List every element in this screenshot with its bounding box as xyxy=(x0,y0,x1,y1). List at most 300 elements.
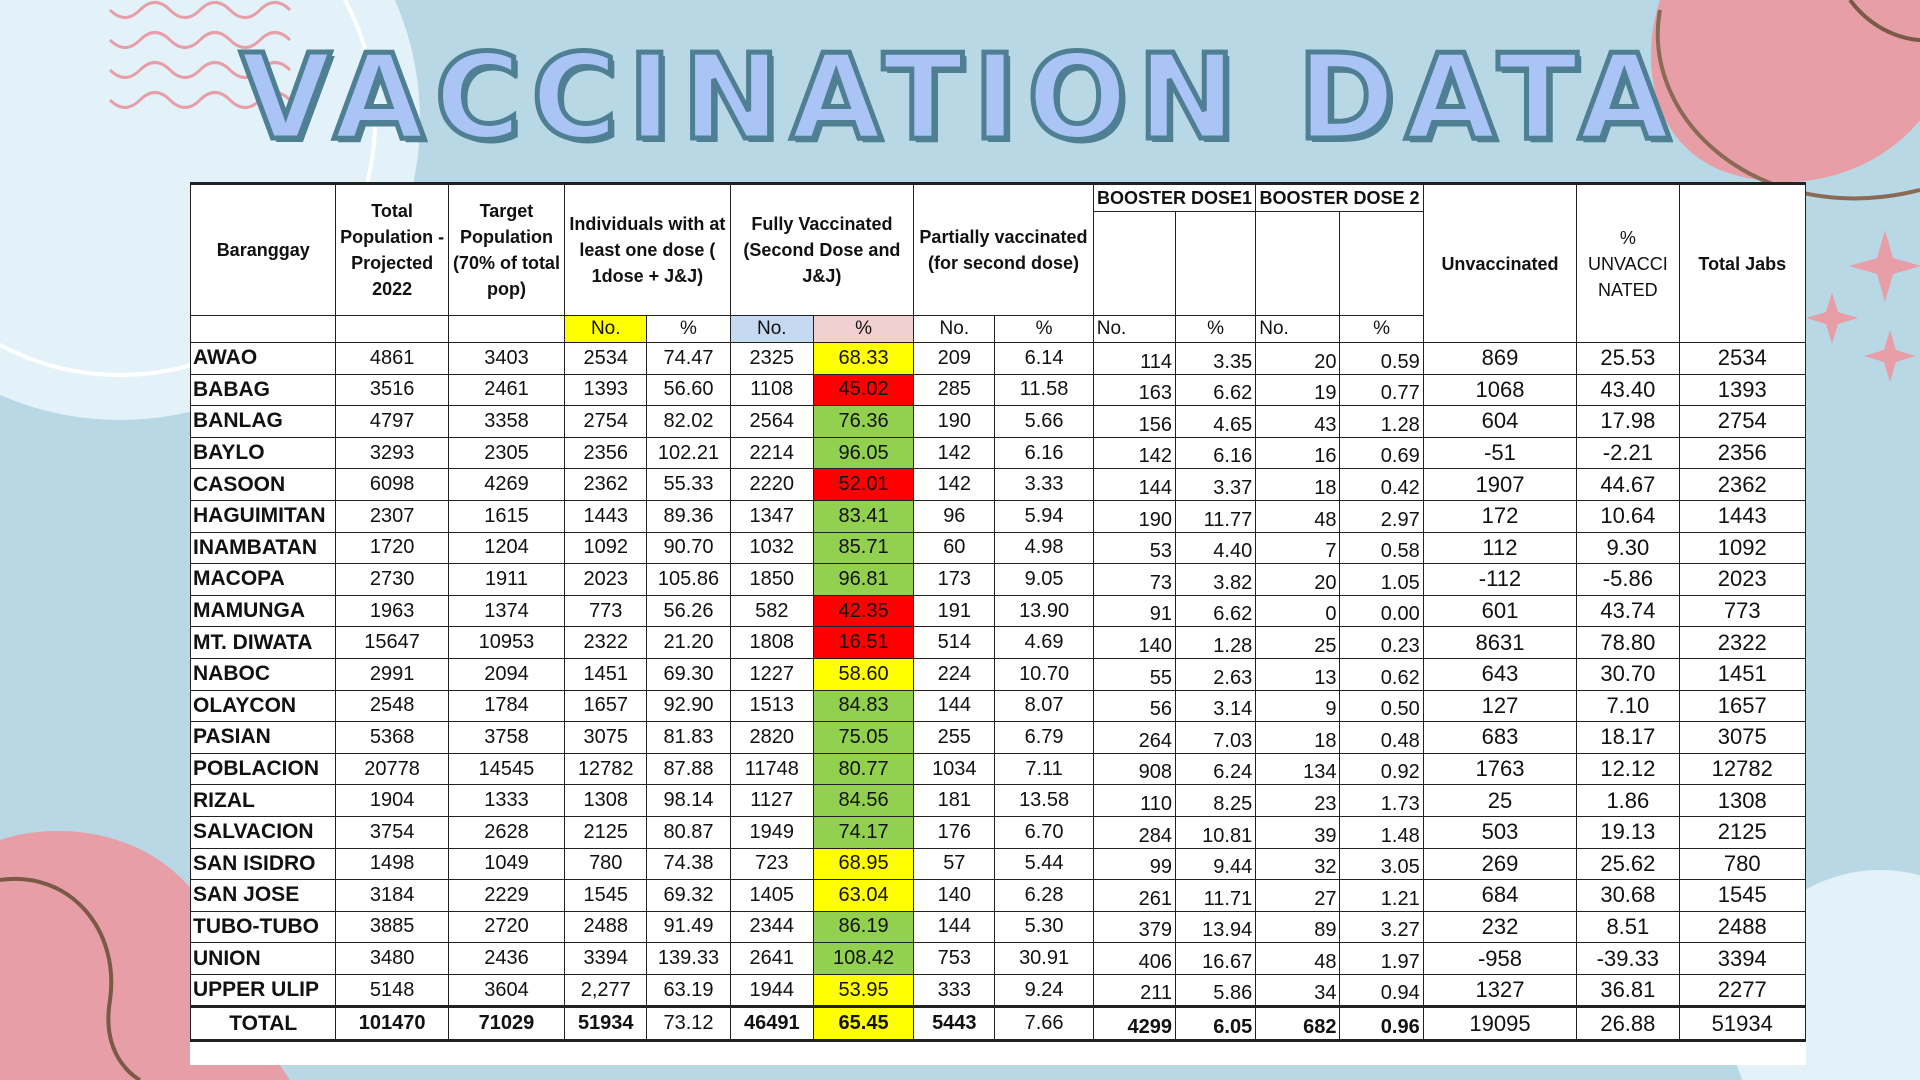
cell-b2-pct: 0.77 xyxy=(1340,374,1423,406)
cell-target: 3358 xyxy=(448,406,564,438)
cell-one-pct: 21.20 xyxy=(647,627,730,659)
cell-target: 4269 xyxy=(448,469,564,501)
cell-one-pct: 80.87 xyxy=(647,816,730,848)
cell-one-no: 2322 xyxy=(565,627,647,659)
cell-total: 4797 xyxy=(336,406,448,438)
cell-jabs: 780 xyxy=(1679,848,1805,880)
header-target-spacer xyxy=(448,316,564,343)
cell-b2-pct: 1.05 xyxy=(1340,564,1423,596)
cell-one-pct: 98.14 xyxy=(647,785,730,817)
cell-one-no: 12782 xyxy=(565,753,647,785)
cell-b2-pct: 0.23 xyxy=(1340,627,1423,659)
cell-unvac-pct: 12.12 xyxy=(1577,753,1679,785)
cell-part-pct: 3.33 xyxy=(995,469,1093,501)
cell-total: 3885 xyxy=(336,911,448,943)
table-row xyxy=(191,437,1806,469)
cell-full-pct: 76.36 xyxy=(813,406,913,438)
cell-one-pct: 73.12 xyxy=(647,1007,730,1041)
cell-total: 2730 xyxy=(336,564,448,596)
cell-jabs: 1308 xyxy=(1679,785,1805,817)
cell-part-pct: 6.70 xyxy=(995,816,1093,848)
page-title: VACCINATION DATA xyxy=(240,28,1680,166)
cell-full-pct: 108.42 xyxy=(813,943,913,975)
cell-one-pct: 74.47 xyxy=(647,343,730,375)
cell-jabs: 2023 xyxy=(1679,564,1805,596)
cell-unvac-pct: 25.53 xyxy=(1577,343,1679,375)
cell-one-pct: 56.60 xyxy=(647,374,730,406)
cell-b2-pct: 1.48 xyxy=(1340,816,1423,848)
cell-full-no: 1949 xyxy=(730,816,813,848)
cell-b2-no: 0 xyxy=(1256,595,1340,627)
cell-part-pct: 7.11 xyxy=(995,753,1093,785)
cell-part-pct: 9.24 xyxy=(995,974,1093,1007)
cell-target: 2461 xyxy=(448,374,564,406)
cell-b1-pct: 6.62 xyxy=(1176,374,1256,406)
cell-b1-pct: 9.44 xyxy=(1176,848,1256,880)
cell-b2-pct: 1.97 xyxy=(1340,943,1423,975)
table-row xyxy=(191,753,1806,785)
cell-part-pct: 5.44 xyxy=(995,848,1093,880)
cell-total: 15647 xyxy=(336,627,448,659)
header-barangay-spacer xyxy=(191,316,336,343)
cell-b2-pct: 0.50 xyxy=(1340,690,1423,722)
cell-part-no: 753 xyxy=(914,943,995,975)
cell-part-no: 514 xyxy=(914,627,995,659)
cell-one-no: 2023 xyxy=(565,564,647,596)
cell-target: 1333 xyxy=(448,785,564,817)
cell-b1-pct: 10.81 xyxy=(1176,816,1256,848)
cell-jabs: 12782 xyxy=(1679,753,1805,785)
cell-part-pct: 7.66 xyxy=(995,1007,1093,1041)
cell-b2-no: 20 xyxy=(1256,343,1340,375)
cell-one-no: 1393 xyxy=(565,374,647,406)
cell-one-no: 1657 xyxy=(565,690,647,722)
cell-full-no: 11748 xyxy=(730,753,813,785)
cell-full-pct: 96.05 xyxy=(813,437,913,469)
cell-b1-pct: 16.67 xyxy=(1176,943,1256,975)
table-row xyxy=(191,943,1806,975)
cell-b1-pct: 4.40 xyxy=(1176,532,1256,564)
cell-b1-no: 211 xyxy=(1093,974,1175,1007)
cell-unvac: 232 xyxy=(1423,911,1576,943)
cell-unvac-pct: 7.10 xyxy=(1577,690,1679,722)
cell-b1-pct: 3.37 xyxy=(1176,469,1256,501)
cell-unvac-pct: 44.67 xyxy=(1577,469,1679,501)
subheader-b1-no: No. xyxy=(1093,316,1175,343)
cell-target: 2305 xyxy=(448,437,564,469)
cell-full-pct: 68.95 xyxy=(813,848,913,880)
cell-one-no: 1443 xyxy=(565,500,647,532)
table-row xyxy=(191,532,1806,564)
cell-one-no: 2125 xyxy=(565,816,647,848)
cell-part-pct: 6.28 xyxy=(995,880,1093,912)
cell-b2-pct: 0.92 xyxy=(1340,753,1423,785)
cell-part-pct: 4.98 xyxy=(995,532,1093,564)
cell-unvac-pct: 18.17 xyxy=(1577,722,1679,754)
cell-target: 3758 xyxy=(448,722,564,754)
cell-b2-no: 9 xyxy=(1256,690,1340,722)
cell-b1-no: 190 xyxy=(1093,500,1175,532)
cell-name: INAMBATAN xyxy=(191,532,336,564)
cell-b1-no: 55 xyxy=(1093,658,1175,690)
cell-unvac-pct: 10.64 xyxy=(1577,500,1679,532)
cell-b2-no: 20 xyxy=(1256,564,1340,596)
cell-total: 1498 xyxy=(336,848,448,880)
cell-target: 1374 xyxy=(448,595,564,627)
cell-unvac-pct: 36.81 xyxy=(1577,974,1679,1007)
cell-part-no: 285 xyxy=(914,374,995,406)
cell-name: AWAO xyxy=(191,343,336,375)
cell-full-pct: 42.35 xyxy=(813,595,913,627)
cell-part-pct: 9.05 xyxy=(995,564,1093,596)
cell-part-pct: 6.14 xyxy=(995,343,1093,375)
cell-jabs: 1451 xyxy=(1679,658,1805,690)
cell-b2-pct: 0.42 xyxy=(1340,469,1423,501)
cell-jabs: 2488 xyxy=(1679,911,1805,943)
cell-b1-no: 163 xyxy=(1093,374,1175,406)
cell-b2-pct: 3.05 xyxy=(1340,848,1423,880)
cell-unvac: 127 xyxy=(1423,690,1576,722)
cell-b1-no: 261 xyxy=(1093,880,1175,912)
cell-name: RIZAL xyxy=(191,785,336,817)
cell-total: 20778 xyxy=(336,753,448,785)
header-unvaccinated: Unvaccinated xyxy=(1423,184,1576,343)
cell-one-pct: 105.86 xyxy=(647,564,730,596)
cell-b1-no: 284 xyxy=(1093,816,1175,848)
cell-target: 3403 xyxy=(448,343,564,375)
vaccination-table-sheet xyxy=(190,182,1806,1065)
header-pct-unvaccinated: % UNVACCI NATED xyxy=(1577,184,1679,343)
cell-name: UNION xyxy=(191,943,336,975)
header-total-jabs: Total Jabs xyxy=(1679,184,1805,343)
cell-b1-pct: 2.63 xyxy=(1176,658,1256,690)
cell-full-pct: 84.83 xyxy=(813,690,913,722)
cell-b1-no: 406 xyxy=(1093,943,1175,975)
table-row xyxy=(191,627,1806,659)
cell-unvac-pct: -5.86 xyxy=(1577,564,1679,596)
cell-one-pct: 69.30 xyxy=(647,658,730,690)
cell-jabs: 3394 xyxy=(1679,943,1805,975)
cell-full-no: 46491 xyxy=(730,1007,813,1041)
cell-full-no: 2564 xyxy=(730,406,813,438)
cell-b2-no: 39 xyxy=(1256,816,1340,848)
cell-b2-pct: 1.73 xyxy=(1340,785,1423,817)
cell-total: 101470 xyxy=(336,1007,448,1041)
cell-full-pct: 65.45 xyxy=(813,1007,913,1041)
cell-full-pct: 84.56 xyxy=(813,785,913,817)
cell-unvac: 1327 xyxy=(1423,974,1576,1007)
cell-b2-pct: 3.27 xyxy=(1340,911,1423,943)
cell-target: 14545 xyxy=(448,753,564,785)
table-row xyxy=(191,785,1806,817)
cell-one-no: 2534 xyxy=(565,343,647,375)
cell-part-pct: 13.90 xyxy=(995,595,1093,627)
cell-one-pct: 139.33 xyxy=(647,943,730,975)
cell-one-no: 1308 xyxy=(565,785,647,817)
cell-jabs: 2322 xyxy=(1679,627,1805,659)
subheader-part-no: No. xyxy=(914,316,995,343)
cell-b2-pct: 0.62 xyxy=(1340,658,1423,690)
cell-unvac-pct: 26.88 xyxy=(1577,1007,1679,1041)
cell-jabs: 2754 xyxy=(1679,406,1805,438)
cell-b2-no: 13 xyxy=(1256,658,1340,690)
cell-target: 10953 xyxy=(448,627,564,659)
cell-full-no: 1850 xyxy=(730,564,813,596)
cell-target: 1784 xyxy=(448,690,564,722)
cell-b1-pct: 6.62 xyxy=(1176,595,1256,627)
cell-b1-no: 156 xyxy=(1093,406,1175,438)
subheader-b2-no: No. xyxy=(1256,316,1340,343)
cell-part-no: 191 xyxy=(914,595,995,627)
cell-part-no: 144 xyxy=(914,911,995,943)
cell-b1-no: 110 xyxy=(1093,785,1175,817)
cell-b1-no: 140 xyxy=(1093,627,1175,659)
cell-b1-no: 4299 xyxy=(1093,1007,1175,1041)
cell-part-no: 224 xyxy=(914,658,995,690)
cell-part-no: 173 xyxy=(914,564,995,596)
cell-b1-pct: 3.35 xyxy=(1176,343,1256,375)
cell-name: UPPER ULIP xyxy=(191,974,336,1007)
cell-full-no: 1347 xyxy=(730,500,813,532)
cell-part-no: 176 xyxy=(914,816,995,848)
cell-b2-no: 34 xyxy=(1256,974,1340,1007)
cell-part-pct: 4.69 xyxy=(995,627,1093,659)
cell-part-pct: 11.58 xyxy=(995,374,1093,406)
cell-b1-no: 73 xyxy=(1093,564,1175,596)
table-row xyxy=(191,974,1806,1007)
cell-unvac-pct: -2.21 xyxy=(1577,437,1679,469)
cell-name: CASOON xyxy=(191,469,336,501)
cell-total: 2548 xyxy=(336,690,448,722)
cell-b2-pct: 0.00 xyxy=(1340,595,1423,627)
cell-b2-pct: 1.21 xyxy=(1340,880,1423,912)
cell-part-pct: 30.91 xyxy=(995,943,1093,975)
cell-name: TUBO-TUBO xyxy=(191,911,336,943)
cell-b1-pct: 7.03 xyxy=(1176,722,1256,754)
header-booster2-spacer xyxy=(1340,212,1423,316)
cell-full-no: 1032 xyxy=(730,532,813,564)
cell-full-no: 1108 xyxy=(730,374,813,406)
cell-b2-pct: 0.94 xyxy=(1340,974,1423,1007)
table-row xyxy=(191,722,1806,754)
cell-full-pct: 83.41 xyxy=(813,500,913,532)
cell-one-pct: 56.26 xyxy=(647,595,730,627)
header-fully-vaccinated: Fully Vaccinated (Second Dose and J&J) xyxy=(730,184,914,316)
header-partially-vaccinated: Partially vaccinated (for second dose) xyxy=(914,184,1094,316)
cell-name: MAMUNGA xyxy=(191,595,336,627)
cell-jabs: 1657 xyxy=(1679,690,1805,722)
subheader-one-pct: % xyxy=(647,316,730,343)
cell-total: 3516 xyxy=(336,374,448,406)
cell-full-no: 2214 xyxy=(730,437,813,469)
cell-b2-no: 89 xyxy=(1256,911,1340,943)
cell-part-pct: 5.94 xyxy=(995,500,1093,532)
cell-one-pct: 82.02 xyxy=(647,406,730,438)
cell-b1-pct: 4.65 xyxy=(1176,406,1256,438)
cell-one-no: 1092 xyxy=(565,532,647,564)
cell-b2-pct: 0.69 xyxy=(1340,437,1423,469)
cell-name: BABAG xyxy=(191,374,336,406)
cell-full-no: 1405 xyxy=(730,880,813,912)
cell-one-pct: 90.70 xyxy=(647,532,730,564)
cell-total: 1904 xyxy=(336,785,448,817)
cell-b1-pct: 6.24 xyxy=(1176,753,1256,785)
cell-name: OLAYCON xyxy=(191,690,336,722)
header-booster1-spacer xyxy=(1176,212,1256,316)
cell-unvac: 684 xyxy=(1423,880,1576,912)
cell-part-no: 190 xyxy=(914,406,995,438)
cell-target: 1204 xyxy=(448,532,564,564)
cell-unvac: -51 xyxy=(1423,437,1576,469)
header-booster-dose-2: BOOSTER DOSE 2 xyxy=(1256,184,1424,212)
cell-part-no: 144 xyxy=(914,690,995,722)
cell-one-pct: 92.90 xyxy=(647,690,730,722)
total-row xyxy=(191,1007,1806,1041)
cell-b2-no: 43 xyxy=(1256,406,1340,438)
cell-one-no: 51934 xyxy=(565,1007,647,1041)
cell-part-no: 142 xyxy=(914,437,995,469)
cell-total: 5368 xyxy=(336,722,448,754)
cell-one-pct: 69.32 xyxy=(647,880,730,912)
header-booster-dose-1: BOOSTER DOSE1 xyxy=(1093,184,1255,212)
table-row xyxy=(191,911,1806,943)
cell-target: 2436 xyxy=(448,943,564,975)
subheader-b2-pct: % xyxy=(1340,316,1423,343)
cell-total: 3184 xyxy=(336,880,448,912)
cell-one-no: 2356 xyxy=(565,437,647,469)
cell-b2-no: 682 xyxy=(1256,1007,1340,1041)
table-row xyxy=(191,690,1806,722)
cell-b2-no: 134 xyxy=(1256,753,1340,785)
cell-b2-pct: 0.48 xyxy=(1340,722,1423,754)
cell-b1-pct: 6.16 xyxy=(1176,437,1256,469)
cell-b2-no: 27 xyxy=(1256,880,1340,912)
cell-target: 2094 xyxy=(448,658,564,690)
cell-full-pct: 96.81 xyxy=(813,564,913,596)
table-row xyxy=(191,564,1806,596)
cell-b1-no: 379 xyxy=(1093,911,1175,943)
cell-part-no: 255 xyxy=(914,722,995,754)
cell-unvac: 503 xyxy=(1423,816,1576,848)
cell-one-no: 2,277 xyxy=(565,974,647,1007)
cell-b2-pct: 1.28 xyxy=(1340,406,1423,438)
cell-full-pct: 85.71 xyxy=(813,532,913,564)
cell-full-no: 582 xyxy=(730,595,813,627)
cell-part-pct: 5.66 xyxy=(995,406,1093,438)
cell-b1-pct: 6.05 xyxy=(1176,1007,1256,1041)
cell-part-pct: 6.16 xyxy=(995,437,1093,469)
cell-b1-pct: 11.71 xyxy=(1176,880,1256,912)
cell-b2-no: 25 xyxy=(1256,627,1340,659)
cell-part-no: 181 xyxy=(914,785,995,817)
cell-full-no: 1127 xyxy=(730,785,813,817)
cell-full-no: 1808 xyxy=(730,627,813,659)
cell-part-no: 142 xyxy=(914,469,995,501)
table-row xyxy=(191,374,1806,406)
cell-b2-pct: 2.97 xyxy=(1340,500,1423,532)
cell-jabs: 773 xyxy=(1679,595,1805,627)
cell-unvac: -112 xyxy=(1423,564,1576,596)
cell-one-pct: 102.21 xyxy=(647,437,730,469)
cell-b1-no: 144 xyxy=(1093,469,1175,501)
cell-jabs: 1545 xyxy=(1679,880,1805,912)
cell-name: MT. DIWATA xyxy=(191,627,336,659)
cell-part-no: 140 xyxy=(914,880,995,912)
cell-one-pct: 74.38 xyxy=(647,848,730,880)
cell-total: 1720 xyxy=(336,532,448,564)
cell-unvac-pct: 30.70 xyxy=(1577,658,1679,690)
cell-one-no: 2754 xyxy=(565,406,647,438)
cell-total: 5148 xyxy=(336,974,448,1007)
cell-full-pct: 58.60 xyxy=(813,658,913,690)
cell-unvac: 1068 xyxy=(1423,374,1576,406)
cell-unvac: 869 xyxy=(1423,343,1576,375)
table-row xyxy=(191,880,1806,912)
cell-full-no: 2641 xyxy=(730,943,813,975)
cell-full-no: 2325 xyxy=(730,343,813,375)
cell-name: POBLACION xyxy=(191,753,336,785)
cell-target: 1911 xyxy=(448,564,564,596)
header-barangay: Baranggay xyxy=(191,184,336,316)
cell-jabs: 1092 xyxy=(1679,532,1805,564)
cell-one-no: 3075 xyxy=(565,722,647,754)
cell-full-no: 1513 xyxy=(730,690,813,722)
cell-unvac-pct: -39.33 xyxy=(1577,943,1679,975)
header-total-population: Total Population - Projected 2022 xyxy=(336,184,448,316)
cell-full-no: 2820 xyxy=(730,722,813,754)
cell-full-pct: 16.51 xyxy=(813,627,913,659)
cell-part-no: 209 xyxy=(914,343,995,375)
cell-unvac-pct: 9.30 xyxy=(1577,532,1679,564)
cell-unvac: 1907 xyxy=(1423,469,1576,501)
cell-full-no: 1944 xyxy=(730,974,813,1007)
cell-one-no: 773 xyxy=(565,595,647,627)
cell-name: SAN ISIDRO xyxy=(191,848,336,880)
cell-one-pct: 91.49 xyxy=(647,911,730,943)
cell-target: 2720 xyxy=(448,911,564,943)
table-row xyxy=(191,500,1806,532)
cell-one-pct: 89.36 xyxy=(647,500,730,532)
cell-name: SAN JOSE xyxy=(191,880,336,912)
cell-name: PASIAN xyxy=(191,722,336,754)
table-row xyxy=(191,343,1806,375)
table-row xyxy=(191,469,1806,501)
cell-unvac-pct: 17.98 xyxy=(1577,406,1679,438)
cell-part-pct: 8.07 xyxy=(995,690,1093,722)
subheader-part-pct: % xyxy=(995,316,1093,343)
cell-b1-pct: 13.94 xyxy=(1176,911,1256,943)
cell-one-pct: 63.19 xyxy=(647,974,730,1007)
cell-full-pct: 68.33 xyxy=(813,343,913,375)
vaccination-table xyxy=(190,182,1806,1042)
cell-target: 1615 xyxy=(448,500,564,532)
table-body xyxy=(191,343,1806,1041)
cell-b1-pct: 3.82 xyxy=(1176,564,1256,596)
cell-b2-pct: 0.59 xyxy=(1340,343,1423,375)
cell-b2-no: 48 xyxy=(1256,500,1340,532)
table-row xyxy=(191,816,1806,848)
cell-b1-no: 56 xyxy=(1093,690,1175,722)
cell-b2-no: 16 xyxy=(1256,437,1340,469)
cell-jabs: 1393 xyxy=(1679,374,1805,406)
cell-unvac: 604 xyxy=(1423,406,1576,438)
cell-name: BAYLO xyxy=(191,437,336,469)
cell-jabs: 2277 xyxy=(1679,974,1805,1007)
cell-total: 3754 xyxy=(336,816,448,848)
cell-one-pct: 81.83 xyxy=(647,722,730,754)
cell-unvac-pct: 25.62 xyxy=(1577,848,1679,880)
cell-b2-no: 19 xyxy=(1256,374,1340,406)
